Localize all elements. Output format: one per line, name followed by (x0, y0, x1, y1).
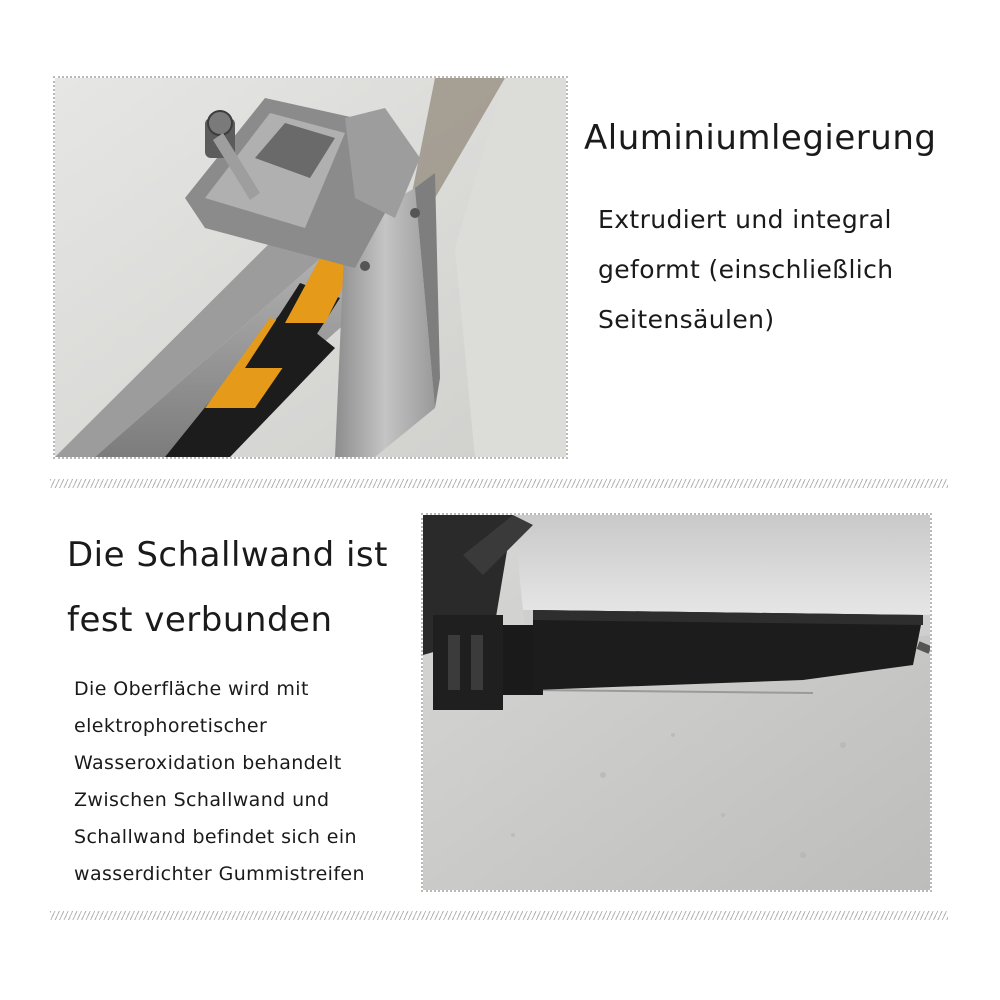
bottom-photo-frame (421, 513, 932, 892)
heading-baffle-line-1: Die Schallwand ist (67, 535, 388, 575)
heading-baffle-line-2: fest verbunden (67, 600, 333, 640)
bottom-line-3: Wasseroxidation behandelt (74, 752, 342, 774)
heading-aluminium: Aluminiumlegierung (584, 118, 937, 158)
bottom-description (74, 671, 365, 893)
rubber-strip-photo (423, 515, 930, 890)
separator-top (50, 479, 948, 488)
bottom-line-4: Zwischen Schallwand und (74, 789, 330, 811)
bottom-line-6: wasserdichter Gummistreifen (74, 863, 365, 885)
bottom-line-5: Schallwand befindet sich ein (74, 826, 357, 848)
bottom-line-1: Die Oberfläche wird mit (74, 678, 309, 700)
top-photo-frame (53, 76, 568, 459)
top-line-1: Extrudiert und integral (598, 205, 892, 234)
bottom-line-2: elektrophoretischer (74, 715, 268, 737)
aluminium-bracket-photo (55, 78, 566, 457)
top-description (598, 195, 894, 345)
separator-bottom (50, 911, 948, 920)
top-line-2: geformt (einschließlich (598, 255, 894, 284)
top-line-3: Seitensäulen) (598, 305, 775, 334)
